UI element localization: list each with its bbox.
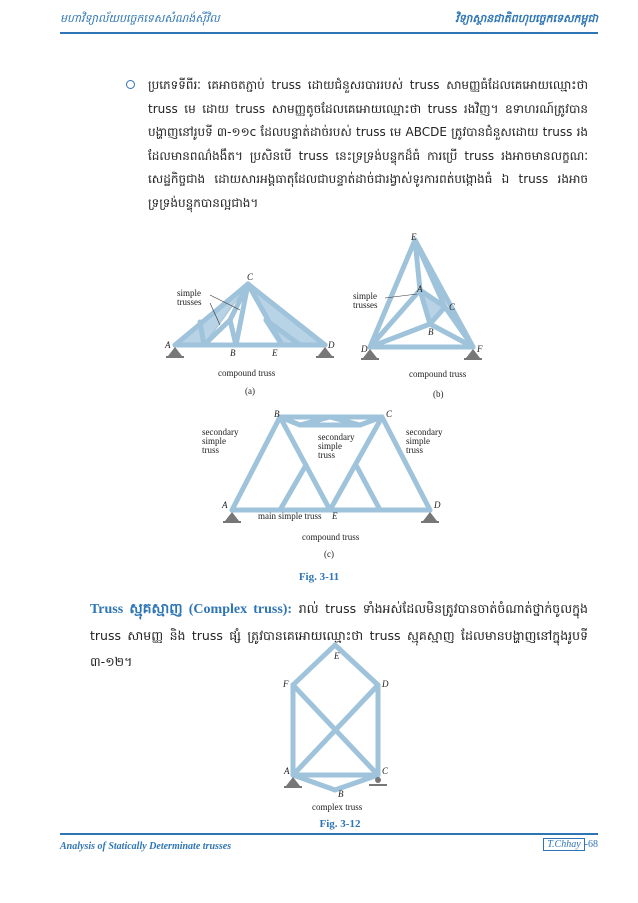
point-b-A: A <box>417 284 423 294</box>
point-12-A: A <box>284 766 290 776</box>
label-secondary-mid-1: secondary <box>318 432 355 442</box>
label-secondary-right-1: secondary <box>406 427 443 437</box>
subfig-b: (b) <box>433 389 444 399</box>
header-institute: វិទ្យាស្ថានជាតិពហុបច្ចេកទេសកម្ពុជា <box>455 12 598 25</box>
figure-3-11a <box>160 270 360 400</box>
footer-title: Analysis of Statically Determinate trusses <box>60 841 232 852</box>
point-b-E: E <box>411 232 417 242</box>
point-b-C: C <box>449 302 456 312</box>
footer-author: T.Chhay <box>543 838 584 851</box>
footer-page <box>543 839 598 850</box>
label-complex-truss: complex truss <box>312 802 363 812</box>
point-b-F: F <box>477 344 483 354</box>
point-12-B: B <box>338 789 344 799</box>
point-c-C: C <box>386 409 393 419</box>
subfig-c: (c) <box>324 549 334 559</box>
truss-c-supports <box>223 512 439 523</box>
header-faculty: មហាវិទ្យាល័យបច្ចេកទេសសំណង់ស៊ីវិល <box>60 12 220 25</box>
point-12-C: C <box>382 766 389 776</box>
point-a-B: B <box>230 348 236 358</box>
label-compound-a: compound truss <box>218 368 276 378</box>
label-trusses-b: trusses <box>353 300 378 310</box>
label-secondary-left-3: truss <box>202 445 220 455</box>
point-c-E: E <box>332 511 338 521</box>
truss-a-supports <box>166 347 334 358</box>
body-paragraph: ប្រភេទទីពីរៈ គេអាចតភ្ជាប់ truss ដោយជំនួសរបាររបស់ truss សាមញ្ញធំដែលគេអោយឈ្មោះថា truss មេ ដោយ truss សាមញ្ញតូចដែលគេអោយឈ្មោះថា truss រងវិញ។ ឧទាហរណ៍ត្រូវបានបង្ហាញនៅរូបទី ៣-១១c ដែលបន្ទាត់ដាច់របស់ truss មេ ABCDE ត្រូវបានជំនួសដោយ truss រងដែលមានពណ៌ងងឹត។ ប្រសិនបើ truss នេះទ្រទ្រង់បន្ទុកដ៏ធំ ការប្រើ truss រងអាចមានលក្ខណៈសេដ្ឋកិច្ចជាង ដោយសារអង្គធាតុដែលជាបន្ទាត់ដាច់ជារង្វាស់ទូរការពត់បង្កោងធំ ឯ truss រងអាចទ្រទ្រង់បន្ទុកបានល្អជាង។ <box>148 78 588 210</box>
label-trusses-a: trusses <box>177 297 202 307</box>
label-secondary-mid-2: simple <box>318 441 342 451</box>
point-a-C: C <box>247 272 254 282</box>
point-12-F: F <box>283 679 289 689</box>
complex-truss-text: រាល់ truss ទាំងអស់ដែលមិនត្រូវបានចាត់ចំណាត់ថ្នាក់ចូលក្នុង truss សាមញ្ញ និង truss ផ្សំ ត្រូវបានគេអោយឈ្មោះថា truss ស្មុគស្មាញ ដែលមានបង្ហាញនៅក្នុងរូបទី ៣-១២។ <box>90 601 588 669</box>
caption-fig-3-12: Fig. 3-12 <box>319 818 361 830</box>
point-12-D: D <box>382 679 389 689</box>
footer-page-number: -68 <box>584 839 598 850</box>
label-simple-b: simple <box>353 291 377 301</box>
label-secondary-left-1: secondary <box>202 427 239 437</box>
caption-fig-3-11: Fig. 3-11 <box>298 571 340 583</box>
truss-12-members <box>293 645 378 790</box>
point-a-D: D <box>328 340 335 350</box>
label-secondary-right-2: simple <box>406 436 430 446</box>
point-12-E: E <box>334 651 340 661</box>
point-b-B: B <box>428 327 434 337</box>
point-a-E: E <box>272 348 278 358</box>
label-compound-b: compound truss <box>409 369 467 379</box>
label-compound-c: compound truss <box>302 532 360 542</box>
point-c-B: B <box>274 409 280 419</box>
label-secondary-right-3: truss <box>406 445 424 455</box>
page-footer <box>60 833 598 857</box>
bullet-circle-icon <box>126 80 135 89</box>
subfig-a: (a) <box>245 386 255 396</box>
label-main-simple: main simple truss <box>258 511 322 521</box>
point-b-D: D <box>361 344 368 354</box>
figure-3-11b <box>345 232 495 402</box>
truss-c-members <box>232 417 430 510</box>
point-c-A: A <box>222 500 228 510</box>
page-header <box>60 10 598 34</box>
point-c-D: D <box>434 500 441 510</box>
complex-truss-heading: Truss ស្មុគស្មាញ (Complex truss): <box>90 602 293 617</box>
figure-3-11c <box>200 405 460 560</box>
truss-b-supports <box>361 349 482 360</box>
label-secondary-mid-3: truss <box>318 450 336 460</box>
label-simple-a: simple <box>177 288 201 298</box>
figure-3-12 <box>268 635 398 815</box>
label-secondary-left-2: simple <box>202 436 226 446</box>
point-a-A: A <box>165 340 171 350</box>
